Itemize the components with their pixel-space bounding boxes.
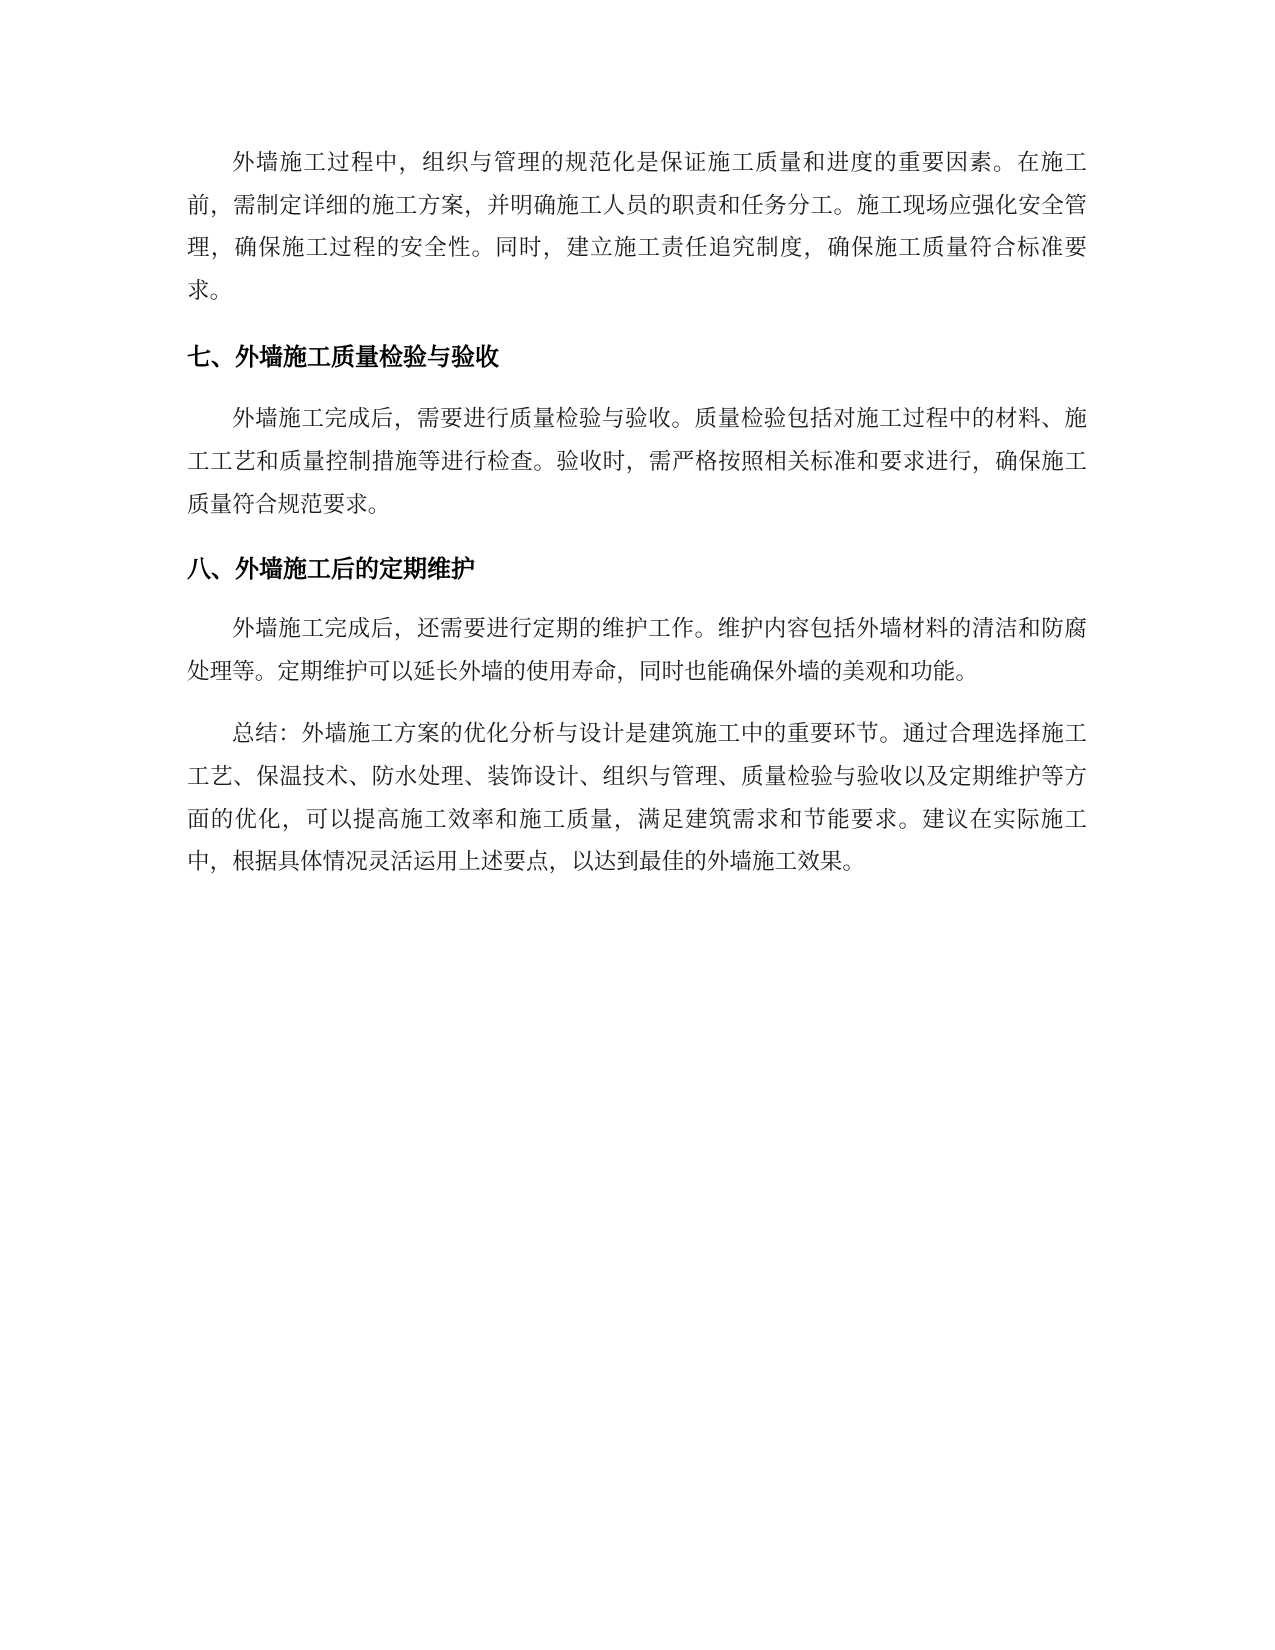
- document-body: [187, 142, 1087, 884]
- paragraph-quality-inspection: 外墙施工完成后，需要进行质量检验与验收。质量检验包括对施工过程中的材料、施工工艺和质量控制措施等进行检查。验收时，需严格按照相关标准和要求进行，确保施工质量符合规范要求。: [187, 406, 1087, 518]
- paragraph-summary: 总结：外墙施工方案的优化分析与设计是建筑施工中的重要环节。通过合理选择施工工艺、保温技术、防水处理、装饰设计、组织与管理、质量检验与验收以及定期维护等方面的优化，可以提高施工效率和施工质量，满足建筑需求和节能要求。建议在实际施工中，根据具体情况灵活运用上述要点，以达到最佳的外墙施工效果。: [187, 721, 1087, 876]
- paragraph-organization-management: 外墙施工过程中，组织与管理的规范化是保证施工质量和进度的重要因素。在施工前，需制定详细的施工方案，并明确施工人员的职责和任务分工。施工现场应强化安全管理，确保施工过程的安全性。同时，建立施工责任追究制度，确保施工质量符合标准要求。: [187, 150, 1087, 304]
- section-heading-quality-inspection: 七、外墙施工质量检验与验收: [187, 343, 499, 372]
- paragraph-maintenance: 外墙施工完成后，还需要进行定期的维护工作。维护内容包括外墙材料的清洁和防腐处理等。定期维护可以延长外墙的使用寿命，同时也能确保外墙的美观和功能。: [187, 616, 1087, 685]
- section-heading-maintenance: 八、外墙施工后的定期维护: [187, 555, 475, 584]
